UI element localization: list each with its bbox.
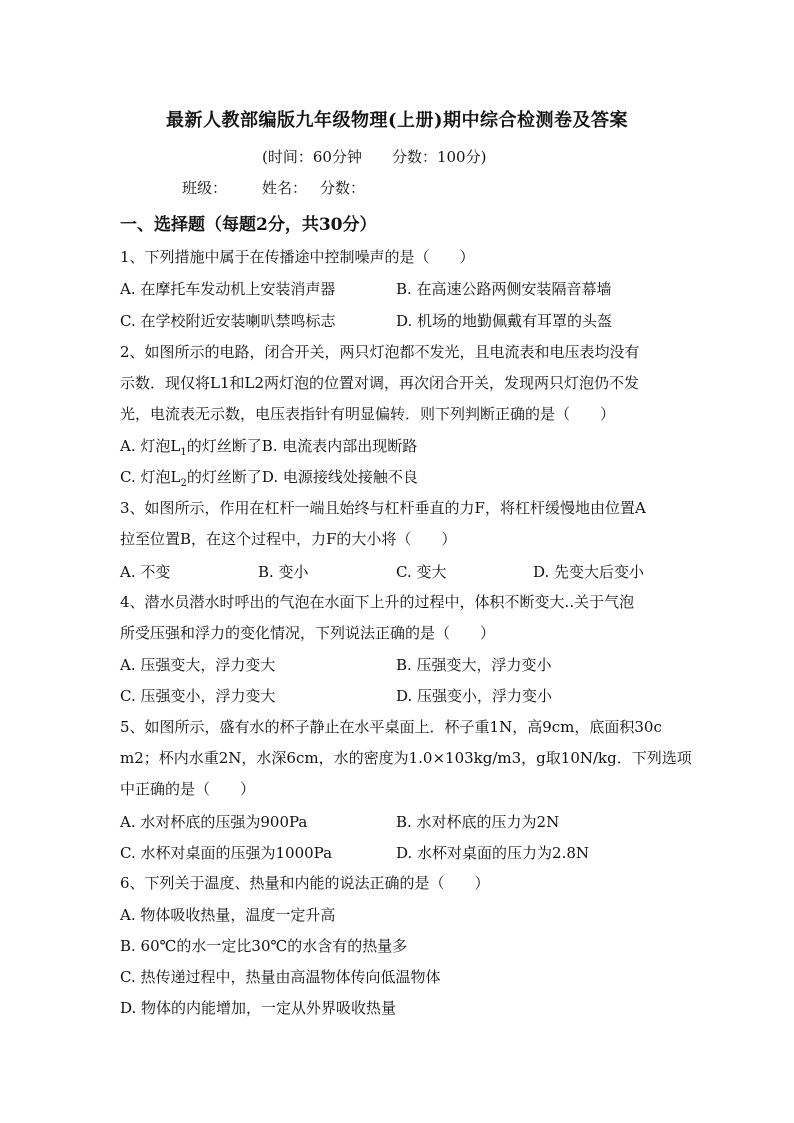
class-label: 班级： <box>182 179 228 197</box>
question-4-option-c: C. 压强变小，浮力变大 <box>120 687 276 705</box>
question-3-option-c: C. 变大 <box>396 563 447 581</box>
question-4-option-a: A. 压强变大，浮力变大 <box>120 656 276 674</box>
question-1-option-d: D. 机场的地勤佩戴有耳罩的头盔 <box>396 312 613 330</box>
question-1-option-a: A. 在摩托车发动机上安装消声器 <box>120 280 336 298</box>
question-4-option-b: B. 压强变大，浮力变小 <box>396 656 552 674</box>
question-2-option-c: C. 灯泡$L_2$的灯丝断了D. 电源接线处接触不良 <box>120 468 418 489</box>
time-score-info: (时间：60分钟 分数：100分) <box>262 148 487 166</box>
question-3-option-b: B. 变小 <box>258 563 309 581</box>
question-6-option-b: B. 60℃的水一定比30℃的水含有的热量多 <box>120 937 408 955</box>
section-heading-choice: 一、选择题（每题2分，共30分） <box>120 215 377 235</box>
exam-title: 最新人教部编版九年级物理(上册)期中综合检测卷及答案 <box>165 110 629 131</box>
question-6-option-a: A. 物体吸收热量，温度一定升高 <box>120 906 336 924</box>
question-2-stem-line-3: 光，电流表无示数，电压表指针有明显偏转．则下列判断正确的是（ ） <box>120 405 616 423</box>
question-4-stem-line-1: 4、潜水员潜水时呼出的气泡在水面下上升的过程中，体积不断变大..关于气泡 <box>120 593 635 611</box>
question-5-option-c: C. 水杯对桌面的压强为1000Pa <box>120 844 333 862</box>
question-5-stem-line-2: m2；杯内水重2N，水深6cm，水的密度为1.0×103kg/m3，g取10N/kg．下列选项 <box>120 749 692 767</box>
question-6-option-c: C. 热传递过程中，热量由高温物体传向低温物体 <box>120 968 441 986</box>
question-5-option-d: D. 水杯对桌面的压力为2.8N <box>396 844 590 862</box>
question-1-stem: 1、下列措施中属于在传播途中控制噪声的是（ ） <box>120 248 475 266</box>
question-2-stem-line-1: 2、如图所示的电路，闭合开关，两只灯泡都不发光，且电流表和电压表均没有 <box>120 343 640 361</box>
question-2-stem-line-2: 示数．现仅将L1和L2两灯泡的位置对调，再次闭合开关，发现两只灯泡仍不发 <box>120 374 640 392</box>
name-label: 姓名： <box>262 179 308 197</box>
question-1-option-b: B. 在高速公路两侧安装隔音幕墙 <box>396 280 612 298</box>
question-5-stem-line-3: 中正确的是（ ） <box>120 780 256 798</box>
question-3-option-a: A. 不变 <box>120 563 171 581</box>
question-3-stem-line-1: 3、如图所示，作用在杠杆一端且始终与杠杆垂直的力F，将杠杆缓慢地由位置A <box>120 499 646 517</box>
question-5-option-a: A. 水对杯底的压强为900Pa <box>120 813 308 831</box>
question-6-option-d: D. 物体的内能增加，一定从外界吸收热量 <box>120 999 397 1017</box>
question-2-option-a: A. 灯泡$L_1$的灯丝断了B. 电流表内部出现断路 <box>120 437 418 458</box>
question-5-option-b: B. 水对杯底的压力为2N <box>396 813 560 831</box>
question-3-option-d: D. 先变大后变小 <box>533 563 645 581</box>
question-1-option-c: C. 在学校附近安装喇叭禁鸣标志 <box>120 312 336 330</box>
question-3-stem-line-2: 拉至位置B，在这个过程中，力F的大小将（ ） <box>120 530 457 548</box>
question-5-stem-line-1: 5、如图所示，盛有水的杯子静止在水平桌面上．杯子重1N，高9cm，底面积30c <box>120 718 662 736</box>
score-label: 分数： <box>320 179 366 197</box>
question-4-option-d: D. 压强变小，浮力变小 <box>396 687 553 705</box>
question-6-stem: 6、下列关于温度、热量和内能的说法正确的是（ ） <box>120 874 490 892</box>
question-4-stem-line-2: 所受压强和浮力的变化情况，下列说法正确的是（ ） <box>120 624 496 642</box>
